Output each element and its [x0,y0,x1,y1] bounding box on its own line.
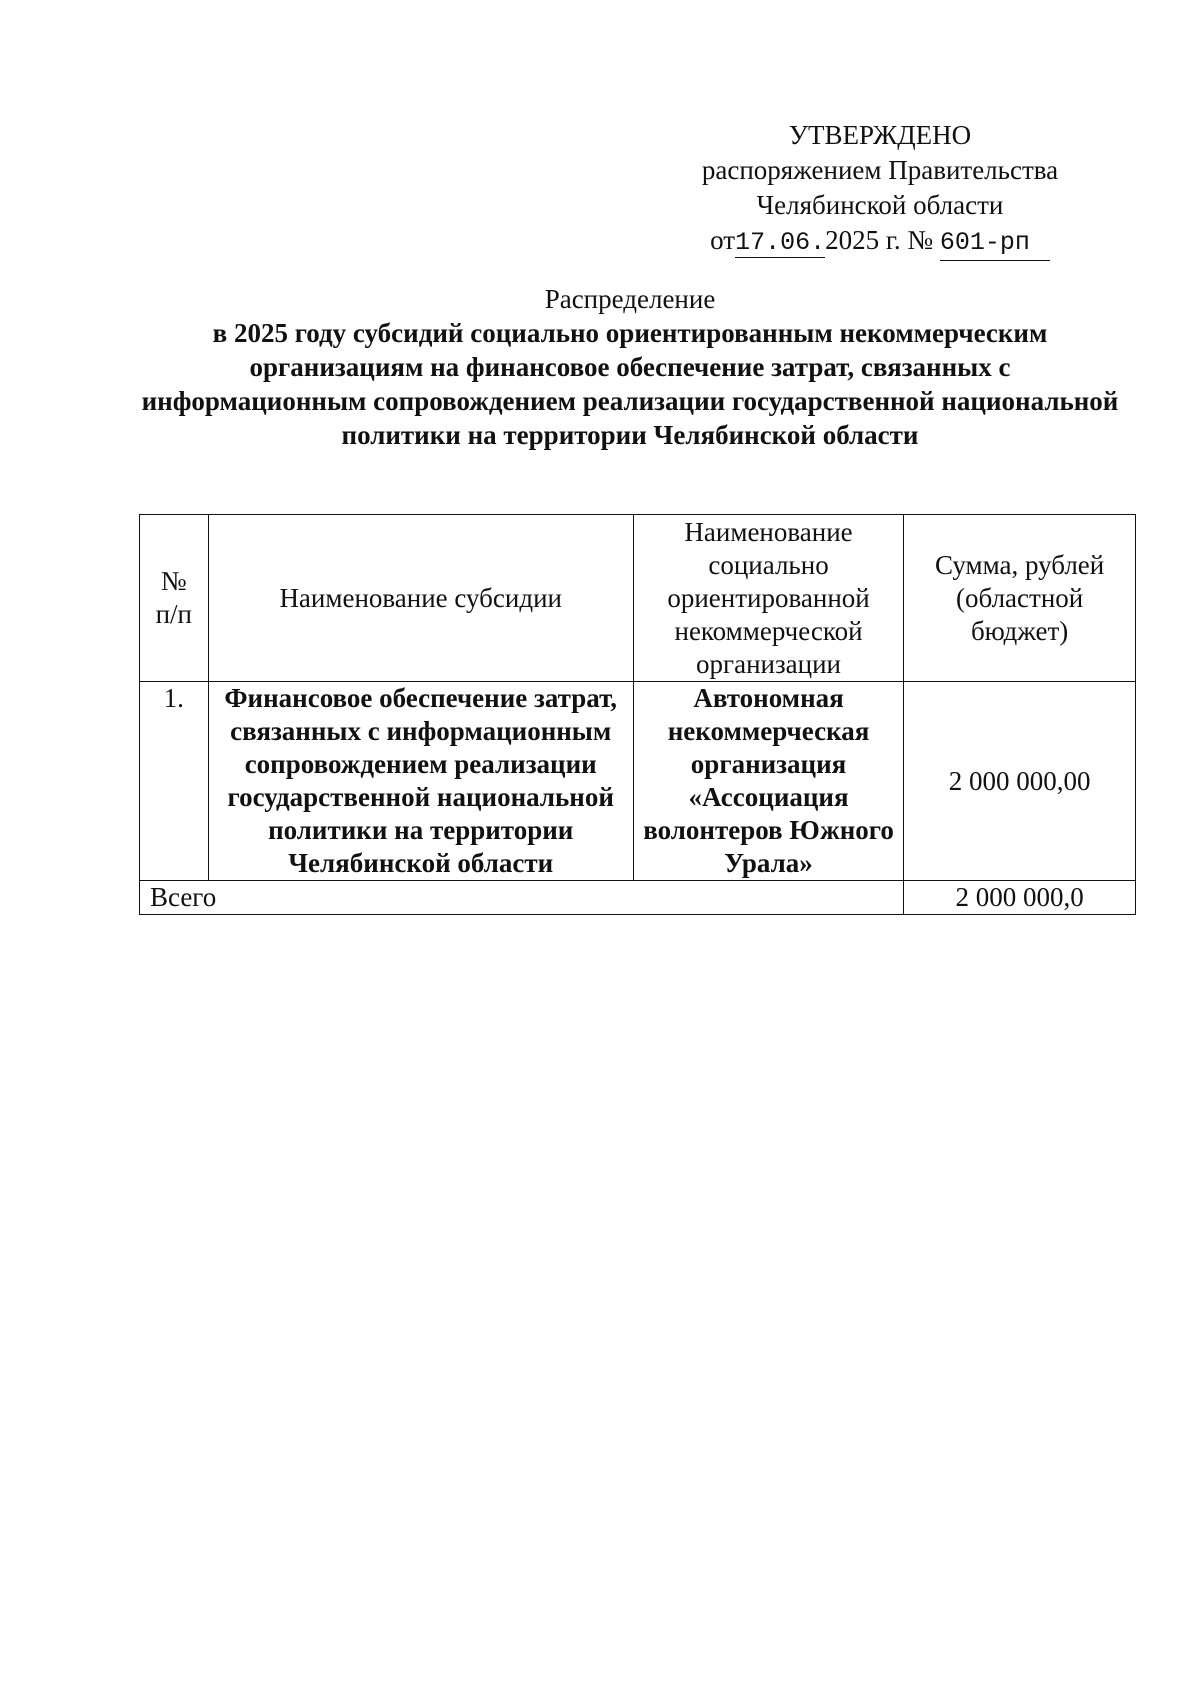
table-header-row [140,515,1136,682]
header-amount: Сумма, рублей (областной бюджет) [904,515,1136,682]
document-title [130,282,1130,452]
table-total-row [140,881,1136,915]
row-number: 1. [140,682,209,881]
header-subsidy-name: Наименование субсидии [208,515,633,682]
distribution-table [139,514,1136,915]
approval-stamp [650,118,1110,261]
approval-heading: УТВЕРЖДЕНО [788,120,972,150]
subtitle-line: организациям на финансовое обеспечение затрат, связанных с [249,352,1011,382]
order-year: 2025 г. № [825,225,934,255]
table-row [140,682,1136,881]
approval-by-order: распоряжением Правительства [701,155,1059,185]
subtitle-line: политики на территории Челябинской области [341,420,919,450]
row-organization-name: Автономная некоммерческая организация «Ассоциация волонтеров Южного Урала» [633,682,903,881]
order-number-handwritten: 601-рп [940,225,1050,261]
header-number: № п/п [140,515,209,682]
subtitle-line: в 2025 году субсидий социально ориентированным некоммерческим [212,318,1048,348]
approval-region: Челябинской области [756,190,1004,220]
row-subsidy-name: Финансовое обеспечение затрат, связанных с информационным сопровождением реализации государственной национальной политики на территории Челябинской области [208,682,633,881]
order-date-number [650,223,1110,261]
total-label: Всего [140,881,904,915]
subtitle-line: информационным сопровождением реализации государственной национальной [141,386,1119,416]
total-amount: 2 000 000,0 [904,881,1136,915]
order-date-handwritten: 17.06. [735,228,826,257]
title-heading: Распределение [544,284,716,314]
order-prefix: от [710,225,736,255]
title-subtitle [130,316,1130,452]
row-amount: 2 000 000,00 [904,682,1136,881]
header-organization-name: Наименование социально ориентированной некоммерческой организации [633,515,903,682]
